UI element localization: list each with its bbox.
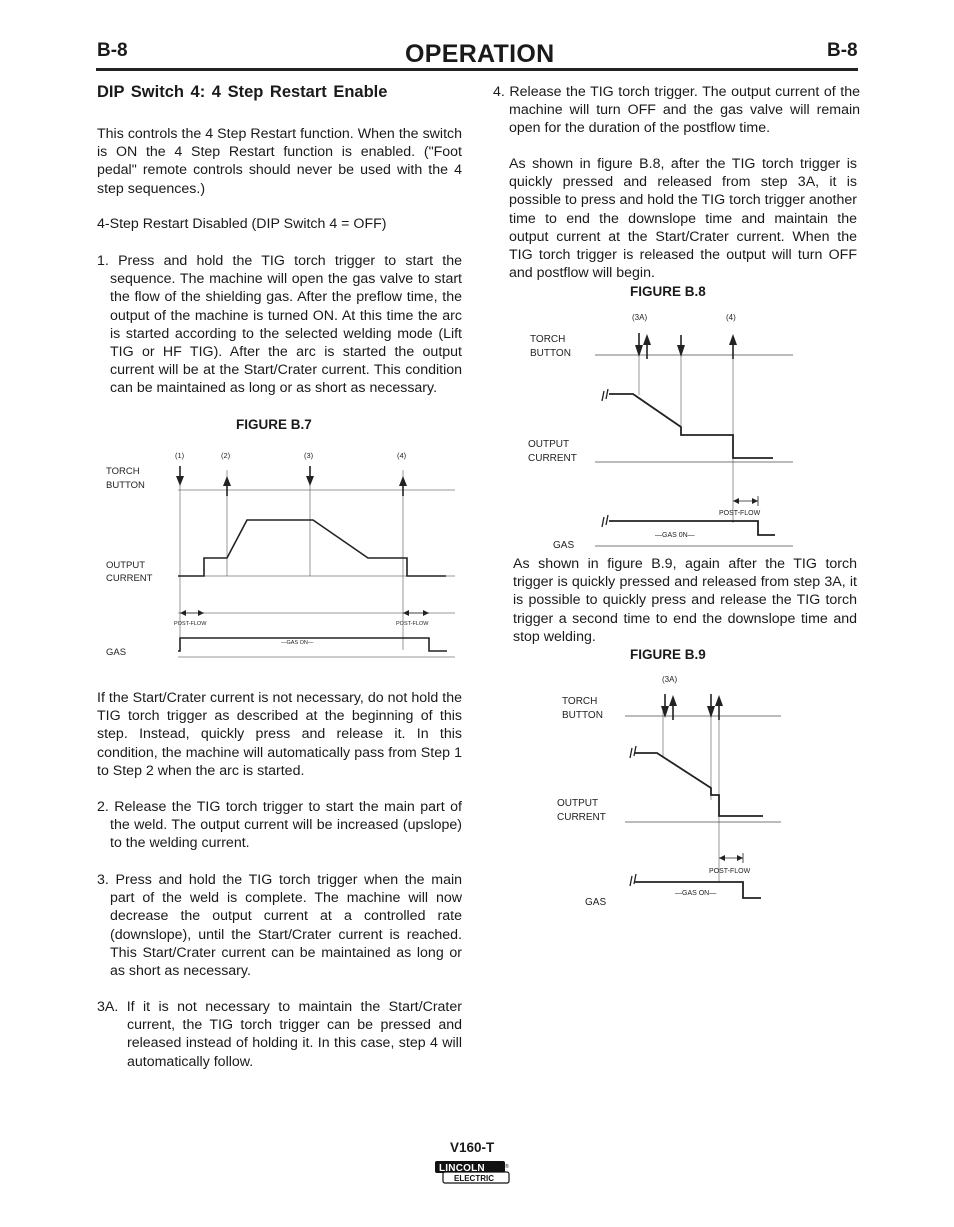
page-number-left: B-8 xyxy=(97,40,128,61)
figure-b8-diagram xyxy=(525,305,800,555)
page-number-right: B-8 xyxy=(827,40,858,61)
paragraph-fig-b9: As shown in figure B.9, again after the TIG torch trigger is quickly pressed and released from step 3A, it is possible to quickly press and release the TIG torch trigger a second time to end the downslope time and stop welding. xyxy=(513,556,857,645)
fig-b9-gas-on: —GAS ON— xyxy=(675,890,717,897)
fig-b8-label-gas: GAS xyxy=(553,540,575,551)
fig-b7-label-output: OUTPUT xyxy=(106,560,146,571)
fig-b9-label-button: BUTTON xyxy=(562,710,603,721)
fig-b8-marker-3a: (3A) xyxy=(632,313,648,322)
fig-b7-marker-4: (4) xyxy=(397,451,407,460)
step-2: 2. Release the TIG torch trigger to start the main part of the weld. The output current will be increased (upslope) to the welding current. xyxy=(97,799,462,852)
fig-b8-label-button: BUTTON xyxy=(530,348,571,359)
figure-b9-diagram xyxy=(555,668,795,913)
figure-b7-diagram xyxy=(96,440,466,670)
page-title: OPERATION xyxy=(405,40,555,68)
fig-b8-gas-on: —GAS 0N— xyxy=(655,532,695,539)
fig-b8-postflow: POST-FLOW xyxy=(719,510,761,517)
fig-b7-gas-on: —GAS ON— xyxy=(281,640,314,646)
fig-b7-marker-2: (2) xyxy=(221,451,231,460)
fig-b7-label-current: CURRENT xyxy=(106,573,153,584)
figure-b7-caption: FIGURE B.7 xyxy=(236,417,312,432)
fig-b8-label-output: OUTPUT xyxy=(528,439,570,450)
fig-b9-label-gas: GAS xyxy=(585,897,607,908)
fig-b7-marker-3: (3) xyxy=(304,451,314,460)
section-heading: DIP Switch 4: 4 Step Restart Enable xyxy=(97,83,388,101)
footer-model: V160-T xyxy=(450,1140,495,1155)
fig-b9-label-output: OUTPUT xyxy=(557,798,599,809)
fig-b7-label-button: BUTTON xyxy=(106,480,145,491)
fig-b9-label-torch: TORCH xyxy=(562,696,598,707)
header-rule xyxy=(96,68,858,71)
fig-b7-postflow-left: POST-FLOW xyxy=(174,621,207,627)
fig-b9-postflow: POST-FLOW xyxy=(709,868,751,875)
fig-b7-label-gas: GAS xyxy=(106,647,127,658)
step-4: 4. Release the TIG torch trigger. The output current of the machine will turn OFF and the gas valve will remain open for the duration of the postflow time. xyxy=(493,84,860,137)
fig-b8-label-torch: TORCH xyxy=(530,334,566,345)
step-1: 1. Press and hold the TIG torch trigger to start the sequence. The machine will open the gas valve to start the flow of the shielding gas. After the preflow time, the output of the machine is turned ON. At this time the arc is started according to the selected welding mode (Lift TIG or HF TIG). After the arc is started the output current will be at the Start/Crater current. This condition can be maintained as long or as short as necessary. xyxy=(97,253,462,397)
step-3a: 3A. If it is not necessary to maintain the Start/Crater current, the TIG torch trigger can be pressed and released instead of holding it. In this case, step 4 will automatically follow. xyxy=(97,999,462,1070)
figure-b8-caption: FIGURE B.8 xyxy=(630,284,706,299)
fig-b9-marker-3a: (3A) xyxy=(662,675,678,684)
fig-b9-label-current: CURRENT xyxy=(557,812,606,823)
fig-b8-label-current: CURRENT xyxy=(528,453,577,464)
svg-text:LINCOLN: LINCOLN xyxy=(439,1163,485,1174)
paragraph-disabled: 4-Step Restart Disabled (DIP Switch 4 = OFF) xyxy=(97,216,387,232)
lincoln-electric-logo xyxy=(434,1160,510,1184)
step-3: 3. Press and hold the TIG torch trigger when the main part of the weld is complete. The machine will now decrease the output current at a controlled rate (downslope), until the Start/Crater current is reached. This Start/Crater current can be maintained as long or as short as necessary. xyxy=(97,872,462,980)
fig-b7-label-torch: TORCH xyxy=(106,466,140,477)
figure-b9-caption: FIGURE B.9 xyxy=(630,647,706,662)
svg-text:ELECTRIC: ELECTRIC xyxy=(454,1174,494,1183)
svg-text:®: ® xyxy=(505,1164,509,1170)
fig-b7-postflow-right: POST-FLOW xyxy=(396,621,429,627)
fig-b8-marker-4: (4) xyxy=(726,313,736,322)
fig-b7-marker-1: (1) xyxy=(175,451,185,460)
paragraph-intro: This controls the 4 Step Restart function. When the switch is ON the 4 Step Restart function is enabled. ("Foot pedal" remote controls should never be used with the 4 step sequences.) xyxy=(97,126,462,197)
paragraph-no-crater: If the Start/Crater current is not necessary, do not hold the TIG torch trigger as described at the beginning of this step. Instead, quickly press and release it. In this condition, the machine will automatically pass from Step 1 to Step 2 when the arc is started. xyxy=(97,690,462,779)
paragraph-fig-b8: As shown in figure B.8, after the TIG torch trigger is quickly pressed and released from step 3A, it is possible to press and hold the TIG torch trigger another time to end the downslope time and maintain the output current at the Start/Crater current. When the TIG torch trigger is released the output will turn OFF and postflow will begin. xyxy=(509,156,857,282)
